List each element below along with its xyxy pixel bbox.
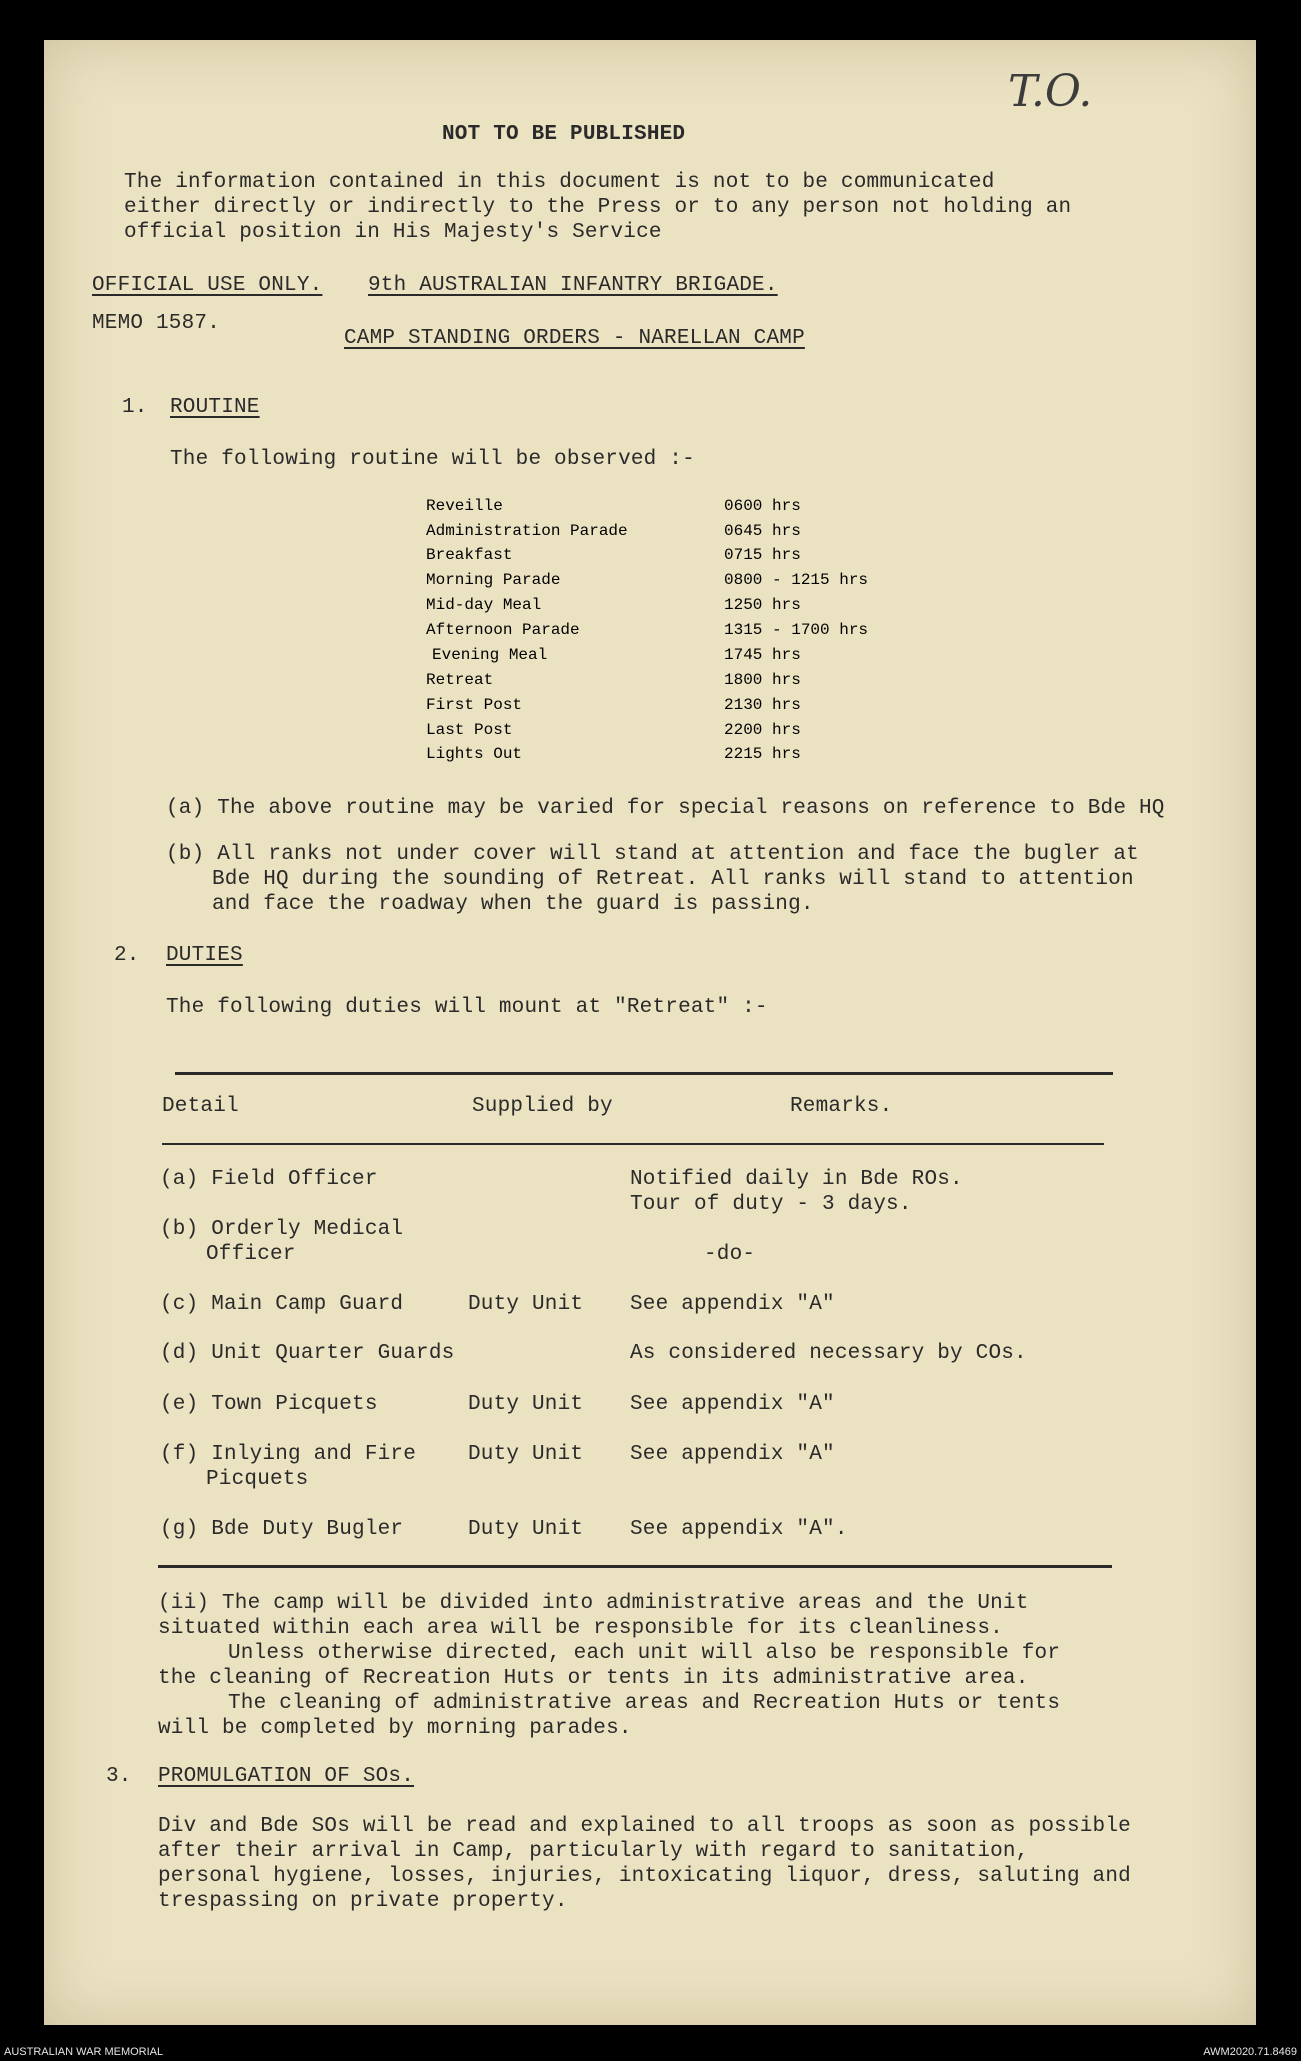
routine-note-a: (a) The above routine may be varied for special reasons on reference to Bde HQ [166,797,1165,820]
routine-event: Last Post [426,721,513,739]
table-top-rule [175,1072,1113,1075]
duties-note-ii-2: Unless otherwise directed, each unit will also be responsible for the cleaning of Recreation Huts or tents in its administrative area. [158,1642,1061,1690]
duty-remarks: As considered necessary by COs. [630,1342,1027,1365]
routine-intro: The following routine will be observed :- [170,448,695,471]
routine-event: Morning Parade [426,571,561,589]
classification-label: OFFICIAL USE ONLY. [92,274,323,297]
promulgation-text: Div and Bde SOs will be read and explained to all troops as soon as possible after their arrival in Camp, particularly with regard to sanitation, personal hygiene, losses, injuries, intoxicating liquor, dress, saluting and trespassing on private property. [158,1815,1131,1913]
section-number-promulgation: 3. [106,1765,132,1788]
routine-row [0,621,1212,646]
handwritten-note: T.O. [1008,66,1093,117]
duty-remarks: See appendix "A". [630,1518,848,1541]
routine-row [0,546,1212,571]
document-subject: CAMP STANDING ORDERS - NARELLAN CAMP [344,327,805,350]
footer-accession: AWM2020.71.8469 [1203,2046,1297,2058]
routine-row [0,497,1212,522]
routine-time: 0800 - 1215 hrs [724,571,869,589]
routine-event: Lights Out [426,745,523,763]
routine-time: 1250 hrs [724,596,801,614]
duty-remarks: See appendix "A" [630,1443,835,1466]
duty-detail: (g) Bde Duty Bugler [160,1518,404,1541]
routine-event: Evening Meal [432,646,548,664]
routine-time: 2215 hrs [724,745,801,763]
routine-row [0,745,1212,770]
section-number-routine: 1. [122,396,148,419]
duty-supplied: Duty Unit [468,1518,584,1541]
duty-detail: (a) Field Officer [160,1168,378,1191]
confidentiality-notice: The information contained in this document is not to be communicated either directly or indirectly to the Press or to any person not holding an official position in His Majesty's Service [124,171,1072,244]
page-title: NOT TO BE PUBLISHED [442,123,686,146]
duty-detail: (b) Orderly Medical [160,1218,404,1241]
duty-detail: (e) Town Picquets [160,1393,378,1416]
column-header-supplied: Supplied by [472,1095,613,1118]
routine-time: 0715 hrs [724,546,801,564]
routine-row [0,721,1212,746]
routine-event: First Post [426,696,523,714]
routine-event: Breakfast [426,546,513,564]
routine-time: 0600 hrs [724,497,801,515]
duties-note-ii-1: (ii) The camp will be divided into administrative areas and the Unit situated within each area will be responsible for its cleanliness. [158,1592,1029,1640]
duties-note-ii-3: The cleaning of administrative areas and Recreation Huts or tents will be completed by morning parades. [158,1692,1061,1740]
section-number-duties: 2. [114,944,140,967]
duty-detail: (f) Inlying and Fire [160,1443,417,1466]
footer-source: AUSTRALIAN WAR MEMORIAL [4,2046,164,2058]
duty-supplied: Duty Unit [468,1443,584,1466]
table-header-rule [162,1143,1104,1145]
routine-time: 2200 hrs [724,721,801,739]
routine-row [0,646,1212,671]
routine-event: Administration Parade [426,522,628,540]
duty-detail-line2: Officer [206,1243,296,1266]
routine-row [0,696,1212,721]
routine-event: Afternoon Parade [426,621,580,639]
section-heading-duties: DUTIES [166,944,243,967]
duty-remarks: See appendix "A" [630,1293,835,1316]
duty-detail: (d) Unit Quarter Guards [160,1342,455,1365]
routine-note-b: (b) All ranks not under cover will stand at attention and face the bugler at Bde HQ during the sounding of Retreat. All ranks will stand to attention and face the roadway when the guard is passing. [166,843,1139,916]
table-bottom-rule [158,1565,1112,1568]
duties-intro: The following duties will mount at "Retreat" :- [166,996,768,1019]
brigade-name: 9th AUSTRALIAN INFANTRY BRIGADE. [368,274,778,297]
routine-event: Retreat [426,671,494,689]
duty-remarks: See appendix "A" [630,1393,835,1416]
duty-remarks: -do- [704,1243,756,1266]
duty-supplied: Duty Unit [468,1293,584,1316]
duty-detail: (c) Main Camp Guard [160,1293,404,1316]
routine-row [0,671,1212,696]
routine-time: 1745 hrs [724,646,801,664]
routine-time: 1800 hrs [724,671,801,689]
routine-time: 0645 hrs [724,522,801,540]
routine-event: Reveille [426,497,503,515]
column-header-remarks: Remarks. [790,1095,893,1118]
memo-number: MEMO 1587. [92,312,221,335]
duty-remarks-line2: Tour of duty - 3 days. [630,1193,912,1216]
routine-time: 2130 hrs [724,696,801,714]
section-heading-routine: ROUTINE [170,396,260,419]
routine-row [0,596,1212,621]
section-heading-promulgation: PROMULGATION OF SOs. [158,1765,415,1788]
duty-remarks: Notified daily in Bde ROs. [630,1168,963,1191]
column-header-detail: Detail [162,1095,239,1118]
routine-row [0,571,1212,596]
routine-time: 1315 - 1700 hrs [724,621,869,639]
routine-row [0,522,1212,547]
routine-event: Mid-day Meal [426,596,542,614]
duty-detail-line2: Picquets [206,1468,309,1491]
duty-supplied: Duty Unit [468,1393,584,1416]
